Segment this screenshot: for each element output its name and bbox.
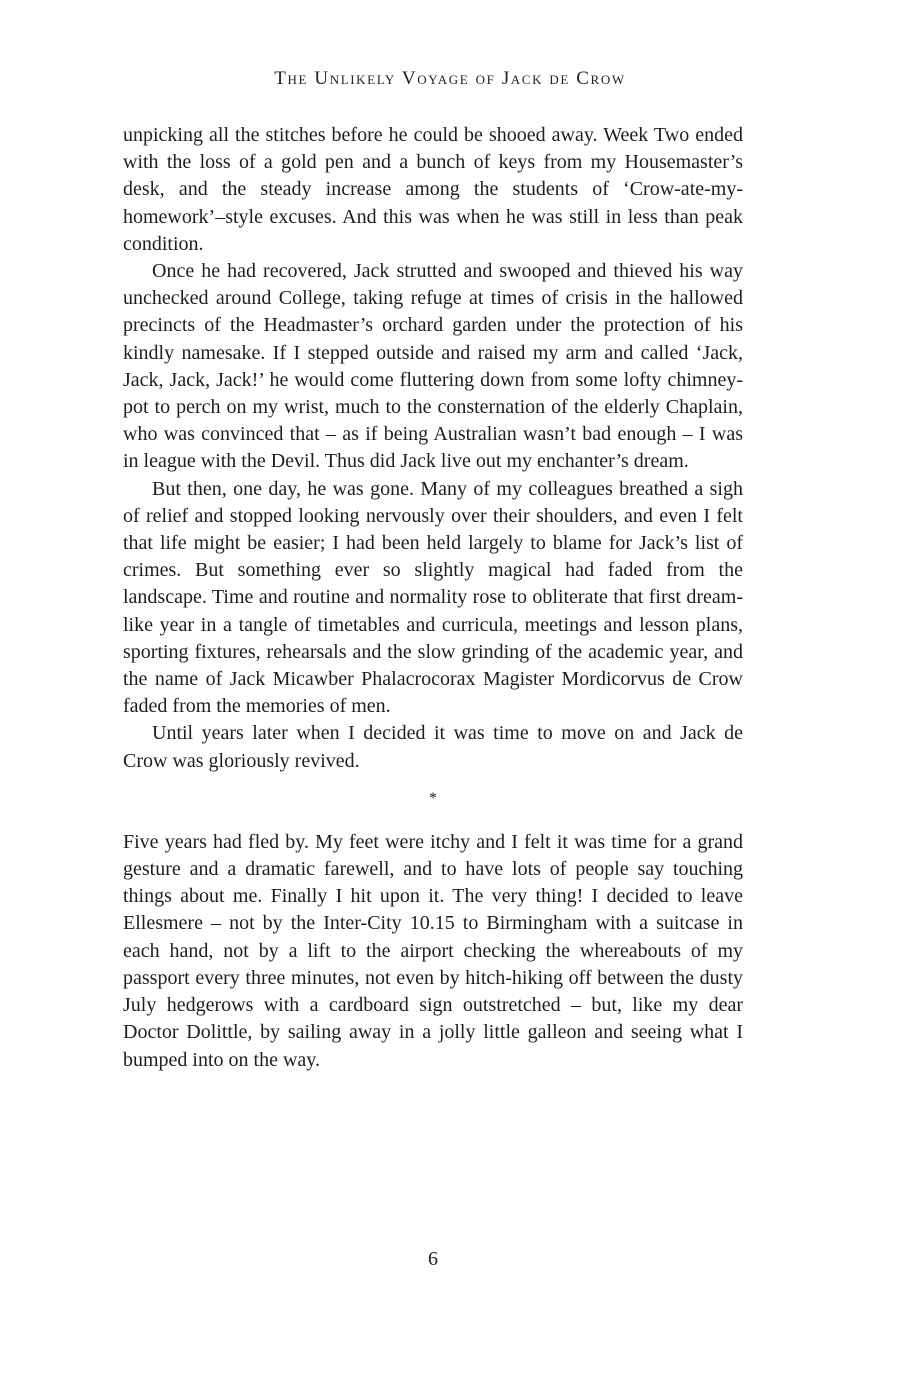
paragraph: Until years later when I decided it was time to move on and Jack de Crow was gloriously revived. — [123, 722, 743, 772]
running-head: The Unlikely Voyage of Jack de Crow — [274, 68, 626, 89]
paragraph: But then, one day, he was gone. Many of my colleagues breathed a sigh of relief and stopped looking nervously over their shoulders, and even I felt that life might be easier; I had been held largely to blame for Jack’s list of crimes. But something ever so slightly magical had faded from the landscape. Time and routine and normality rose to obliterate that first dream-like year in a tangle of timetables and curricula, meetings and lesson plans, sporting fixtures, rehearsals and the slow grinding of the academic year, and the name of Jack Micawber Phalacrocorax Magister Mordicorvus de Crow faded from the memories of men. — [123, 477, 743, 718]
page-number: 6 — [428, 1248, 438, 1270]
body-text — [123, 122, 743, 1074]
paragraph-continuation: unpicking all the stitches before he could be shooed away. Week Two ended with the loss of a gold pen and a bunch of keys from my Housemaster’s desk, and the steady increase among the students of ‘Crow-ate-my-homework’–style excuses. And this was when he was still in less than peak condition. — [123, 124, 743, 255]
paragraph-section-start: Five years had fled by. My feet were itchy and I felt it was time for a grand gesture and a dramatic farewell, and to have lots of people say touching things about me. Finally I hit upon it. The very thing! I decided to leave Ellesmere – not by the Inter-City 10.15 to Birmingham with a suitcase in each hand, not by a lift to the airport checking the whereabouts of my passport every three minutes, not even by hitch-hiking off between the dusty July hedgerows with a cardboard sign outstretched – but, like my dear Doctor Dolittle, by sailing away in a jolly little galleon and seeing what I bumped into on the way. — [123, 830, 743, 1071]
paragraph: Once he had recovered, Jack strutted and swooped and thieved his way unchecked around College, taking refuge at times of crisis in the hallowed precincts of the Headmaster’s orchard garden under the protection of his kindly namesake. If I stepped outside and raised my arm and called ‘Jack, Jack, Jack, Jack!’ he would come fluttering down from some lofty chimney-pot to perch on my wrist, much to the consternation of the elderly Chaplain, who was convinced that – as if being Australian wasn’t bad enough – I was in league with the Devil. Thus did Jack live out my enchanter’s dream. — [123, 260, 743, 473]
section-break-asterisk: * — [429, 789, 437, 807]
